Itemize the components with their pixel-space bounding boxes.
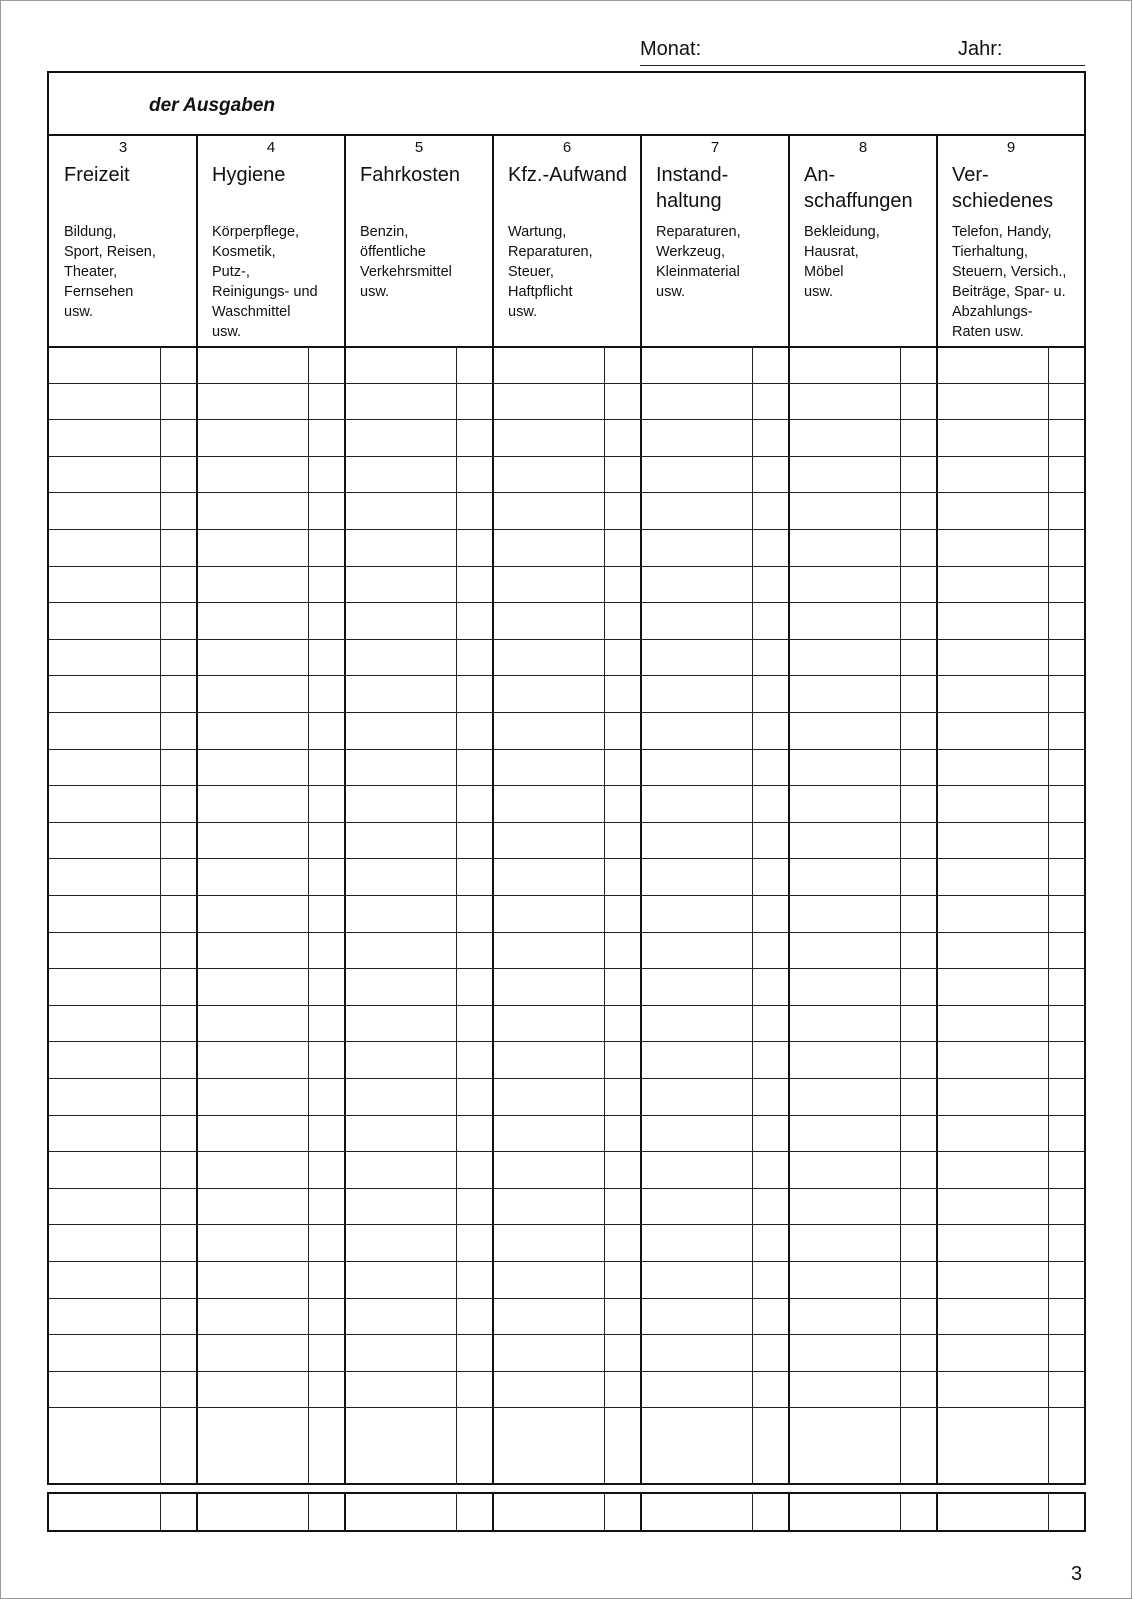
table-row-line[interactable] bbox=[49, 1261, 1084, 1262]
table-row-line[interactable] bbox=[49, 1151, 1084, 1152]
column-description: Telefon, Handy, Tierhaltung, Steuern, Versich., Beiträge, Spar- u. Abzahlungs- Raten usw. bbox=[952, 224, 1067, 340]
table-row-line[interactable] bbox=[49, 785, 1084, 786]
page-number: 3 bbox=[1071, 1563, 1083, 1585]
column-separator bbox=[492, 134, 494, 1483]
table-row-line[interactable] bbox=[49, 1078, 1084, 1079]
column-header bbox=[789, 136, 937, 346]
column-title: Instand- haltung bbox=[656, 164, 729, 212]
table-row-line[interactable] bbox=[49, 602, 1084, 603]
totals-column-separator bbox=[936, 1494, 938, 1530]
table-row-line[interactable] bbox=[49, 1371, 1084, 1372]
totals-subcolumn-separator bbox=[752, 1494, 753, 1530]
column-title: An- schaffungen bbox=[804, 164, 913, 212]
totals-subcolumn-separator bbox=[604, 1494, 605, 1530]
column-number: 3 bbox=[118, 139, 128, 156]
column-separator bbox=[788, 134, 790, 1483]
column-title: Kfz.-Aufwand bbox=[508, 164, 627, 186]
table-title-row bbox=[49, 73, 1084, 136]
column-title: Fahrkosten bbox=[360, 164, 461, 186]
totals-subcolumn-separator bbox=[900, 1494, 901, 1530]
table-row-line[interactable] bbox=[49, 895, 1084, 896]
column-header bbox=[641, 136, 789, 346]
table-row-line[interactable] bbox=[49, 749, 1084, 750]
table-row-line[interactable] bbox=[49, 419, 1084, 420]
amount-subcolumn-separator bbox=[160, 346, 161, 1483]
column-number: 9 bbox=[1006, 139, 1016, 156]
table-row-line[interactable] bbox=[49, 456, 1084, 457]
totals-column-separator bbox=[196, 1494, 198, 1530]
column-separator bbox=[640, 134, 642, 1483]
month-year-rule[interactable] bbox=[640, 65, 1085, 66]
column-header bbox=[345, 136, 493, 346]
month-label: Monat: bbox=[640, 38, 702, 60]
column-number: 4 bbox=[266, 139, 276, 156]
amount-subcolumn-separator bbox=[1048, 346, 1049, 1483]
table-row-line[interactable] bbox=[49, 1115, 1084, 1116]
column-title: Ver- schiedenes bbox=[952, 164, 1054, 212]
amount-subcolumn-separator bbox=[308, 346, 309, 1483]
amount-subcolumn-separator bbox=[604, 346, 605, 1483]
table-title: der Ausgaben bbox=[149, 95, 275, 116]
column-number: 6 bbox=[562, 139, 572, 156]
column-header bbox=[937, 136, 1085, 346]
column-separator bbox=[936, 134, 938, 1483]
totals-subcolumn-separator bbox=[456, 1494, 457, 1530]
table-row-line[interactable] bbox=[49, 383, 1084, 384]
column-header bbox=[197, 136, 345, 346]
table-row-line[interactable] bbox=[49, 858, 1084, 859]
column-number: 5 bbox=[414, 139, 424, 156]
totals-subcolumn-separator bbox=[1048, 1494, 1049, 1530]
header-rule bbox=[49, 346, 1084, 348]
totals-column-separator bbox=[640, 1494, 642, 1530]
table-row-line[interactable] bbox=[49, 822, 1084, 823]
column-separator bbox=[196, 134, 198, 1483]
column-description: Körperpflege, Kosmetik, Putz-, Reinigungs- und Waschmittel usw. bbox=[212, 224, 318, 340]
year-label: Jahr: bbox=[958, 38, 1003, 60]
column-description: Bildung, Sport, Reisen, Theater, Fernsehen usw. bbox=[64, 224, 156, 320]
table-row-line[interactable] bbox=[49, 932, 1084, 933]
column-description: Benzin, öffentliche Verkehrsmittel usw. bbox=[360, 224, 452, 300]
table-row-line[interactable] bbox=[49, 1188, 1084, 1189]
table-row-line[interactable] bbox=[49, 1224, 1084, 1225]
table-row-line[interactable] bbox=[49, 639, 1084, 640]
column-number: 7 bbox=[710, 139, 720, 156]
table-row-line[interactable] bbox=[49, 1334, 1084, 1335]
table-row-line[interactable] bbox=[49, 1298, 1084, 1299]
amount-subcolumn-separator bbox=[752, 346, 753, 1483]
totals-row bbox=[47, 1492, 1086, 1532]
totals-column-separator bbox=[344, 1494, 346, 1530]
totals-column-separator bbox=[788, 1494, 790, 1530]
table-row-line[interactable] bbox=[49, 968, 1084, 969]
column-description: Wartung, Reparaturen, Steuer, Haftpflicht usw. bbox=[508, 224, 593, 320]
table-row-line[interactable] bbox=[49, 566, 1084, 567]
amount-subcolumn-separator bbox=[900, 346, 901, 1483]
column-separator bbox=[344, 134, 346, 1483]
totals-subcolumn-separator bbox=[308, 1494, 309, 1530]
table-row-line[interactable] bbox=[49, 1041, 1084, 1042]
expense-table bbox=[47, 71, 1086, 1485]
table-row-line[interactable] bbox=[49, 529, 1084, 530]
table-row-line[interactable] bbox=[49, 1005, 1084, 1006]
totals-column-separator bbox=[492, 1494, 494, 1530]
table-row-line[interactable] bbox=[49, 492, 1084, 493]
column-title: Hygiene bbox=[212, 164, 286, 186]
column-description: Reparaturen, Werkzeug, Kleinmaterial usw. bbox=[656, 224, 741, 300]
amount-subcolumn-separator bbox=[456, 346, 457, 1483]
column-number: 8 bbox=[858, 139, 868, 156]
column-header bbox=[493, 136, 641, 346]
column-header bbox=[49, 136, 197, 346]
table-row-line[interactable] bbox=[49, 712, 1084, 713]
table-row-line[interactable] bbox=[49, 1407, 1084, 1408]
totals-subcolumn-separator bbox=[160, 1494, 161, 1530]
table-row-line[interactable] bbox=[49, 675, 1084, 676]
column-title: Freizeit bbox=[64, 164, 130, 186]
column-description: Bekleidung, Hausrat, Möbel usw. bbox=[804, 224, 880, 300]
